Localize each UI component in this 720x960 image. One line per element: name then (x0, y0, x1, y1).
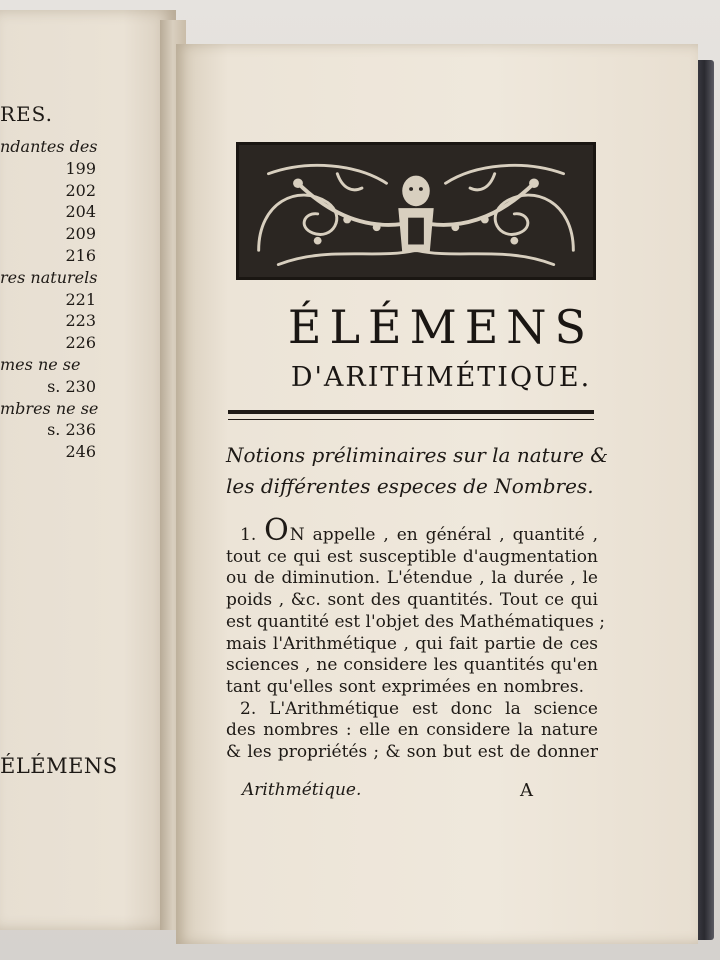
toc-entry: mes ne se (0, 354, 81, 374)
toc-entry: 246 (65, 442, 96, 462)
text-line: des nombres : elle en considere la nature (226, 720, 598, 741)
catchword: Arithmétique. (242, 780, 362, 800)
toc-entry: ndantes des (0, 137, 98, 156)
signature-mark: A (520, 780, 533, 801)
ornamental-headpiece (236, 142, 596, 280)
left-page-heading: RES. (0, 102, 54, 126)
toc-entry: 202 (65, 180, 96, 200)
toc-entry: 216 (65, 245, 96, 265)
double-rule-thin (228, 419, 594, 420)
toc-entry: res naturels (0, 267, 98, 287)
table-of-contents (0, 136, 99, 463)
text-line: poids , &c. sont des quantités. Tout ce qui (226, 590, 598, 611)
double-rule-thick (228, 410, 594, 414)
toc-entry: 226 (65, 333, 96, 353)
paragraph-2-first-line: 2. L'Arithmétique est donc la science (240, 698, 598, 719)
text-line: sciences , ne considere les quantités qu'en (226, 655, 598, 676)
book-subtitle: D'ARITHMÉTIQUE. (290, 362, 592, 393)
body-text (226, 513, 606, 764)
book-title: ÉLÉMENS (287, 300, 595, 354)
drop-cap: O (264, 513, 290, 548)
toc-entry: 199 (65, 158, 96, 178)
left-page (0, 10, 176, 930)
toc-entry: mbres ne se (0, 398, 99, 418)
toc-entry: 209 (65, 224, 96, 244)
text-line: est quantité est l'objet des Mathématiques ; (226, 611, 606, 632)
toc-entry: s. 236 (47, 420, 96, 440)
section-heading (226, 440, 609, 502)
first-line-text: N appelle , en général , quantité , (289, 525, 599, 545)
text-line: tant qu'elles sont exprimées en nombres. (226, 676, 584, 697)
paragraph-1-first-line (226, 513, 599, 548)
toc-entry: 223 (65, 311, 96, 331)
text-line: ou de diminution. L'étendue , la durée , le (226, 568, 598, 589)
toc-entry: s. 230 (47, 376, 96, 396)
section-heading-line: les différentes especes de Nombres. (226, 474, 594, 498)
paragraph-number: 1. (240, 525, 257, 545)
left-page-footer: ÉLÉMENS (0, 754, 118, 778)
section-heading-line: Notions préliminaires sur la nature & (226, 443, 609, 467)
toc-entry: 221 (65, 289, 96, 309)
ornament-icon (239, 145, 593, 277)
text-line: mais l'Arithmétique , qui fait partie de ces (226, 633, 598, 654)
text-line: tout ce qui est susceptible d'augmentation (226, 546, 598, 567)
toc-entry: 204 (65, 202, 96, 222)
text-line: & les propriétés ; & son but est de donner (226, 742, 598, 763)
